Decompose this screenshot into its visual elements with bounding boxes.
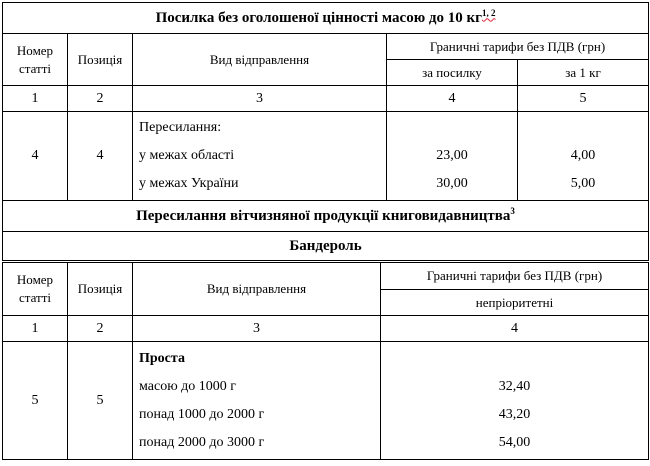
row-value: 54,00 <box>498 434 531 450</box>
row-per-kg-value <box>518 114 648 142</box>
section2-title-text: Пересилання вітчизняної продукції книговидавництва <box>136 207 511 224</box>
section1-title-text: Посилка без оголошеної цінності масою до 10 кг <box>155 9 482 26</box>
col-number: 1 <box>3 316 68 342</box>
row-kind-line: масою до 1000 г <box>139 378 237 394</box>
header-position: Позиція <box>68 263 133 316</box>
row-kind-line: понад 1000 до 2000 г <box>139 406 265 422</box>
col-number: 1 <box>3 86 68 112</box>
header-article: Номер статті <box>3 263 68 316</box>
row-kind-cell <box>133 112 387 201</box>
table-row <box>3 112 649 201</box>
row-kind-line: Пересилання: <box>139 120 222 135</box>
row-per-parcel-value: 30,00 <box>436 176 468 191</box>
col-number: 5 <box>518 86 649 112</box>
row-per-parcel-value: 23,00 <box>436 148 468 163</box>
header-position: Позиція <box>68 34 133 86</box>
header-kind: Вид відправлення <box>133 34 387 86</box>
header-article: Номер статті <box>3 34 68 86</box>
section2-subtitle: Бандероль <box>3 232 649 261</box>
table-row <box>3 342 649 460</box>
row-position: 4 <box>68 112 133 201</box>
book-tariff-table <box>2 262 649 460</box>
col-number: 4 <box>387 86 518 112</box>
row-kind-line: у межах області <box>139 148 235 163</box>
section1-title <box>3 3 649 34</box>
row-kind-line: понад 2000 до 3000 г <box>139 434 265 450</box>
col-number: 2 <box>68 316 133 342</box>
header-kind: Вид відправлення <box>133 263 381 316</box>
parcel-tariff-table <box>2 2 649 261</box>
row-position: 5 <box>68 342 133 460</box>
row-per-kg-cell <box>518 112 649 201</box>
row-value <box>381 345 648 373</box>
col-number: 3 <box>133 316 381 342</box>
row-per-kg-value: 4,00 <box>570 148 596 163</box>
row-per-kg-value: 5,00 <box>570 176 596 191</box>
header-per-kg: за 1 кг <box>518 60 649 86</box>
row-article: 5 <box>3 342 68 460</box>
row-kind-cell <box>133 342 381 460</box>
col-number: 4 <box>381 316 649 342</box>
row-value: 32,40 <box>498 378 531 394</box>
row-per-parcel-value <box>387 114 517 142</box>
header-nonpriority: непріоритетні <box>381 290 649 316</box>
row-kind-line: у межах України <box>139 176 239 191</box>
row-per-parcel-cell <box>387 112 518 201</box>
row-kind-line: Проста <box>139 350 185 366</box>
header-tariffs: Граничні тарифи без ПДВ (грн) <box>381 263 649 290</box>
col-number: 2 <box>68 86 133 112</box>
header-per-parcel: за посилку <box>387 60 518 86</box>
section2-title-sup: 3 <box>510 205 515 216</box>
row-values-cell <box>381 342 649 460</box>
row-article: 4 <box>3 112 68 201</box>
col-number: 3 <box>133 86 387 112</box>
row-value: 43,20 <box>498 406 531 422</box>
header-tariffs: Граничні тарифи без ПДВ (грн) <box>387 34 649 60</box>
section2-title <box>3 201 649 232</box>
section1-title-sup: 1, 2 <box>481 7 496 18</box>
